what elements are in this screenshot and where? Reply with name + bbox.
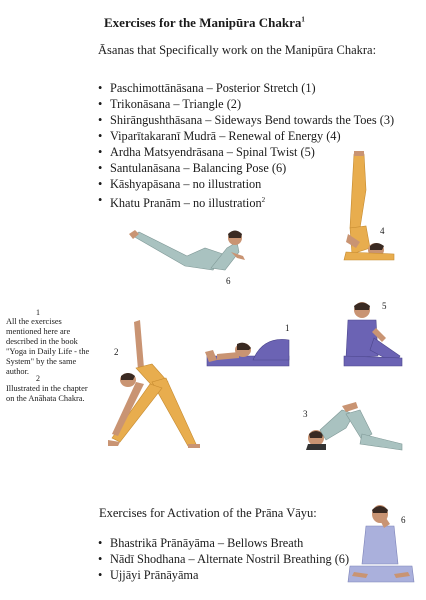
- footnote-ref: 2: [261, 196, 266, 204]
- prana-item-label: Nādī Shodhana – Alternate Nostril Breathing (6): [110, 552, 350, 566]
- asana-item-label: Viparītakaranī Mudrā – Renewal of Energy (4): [110, 129, 341, 143]
- asana-item-viparitakarani-mudra: [98, 128, 394, 144]
- asana-item-trikonasana: [98, 96, 394, 112]
- figure-santulanasana-illustration: [125, 222, 250, 282]
- asana-item-label: Paschimottānāsana – Posterior Stretch (1): [110, 81, 316, 95]
- page-title: [104, 15, 305, 31]
- figure-4-label: 4: [380, 226, 385, 236]
- figure-shirangushthasana-illustration: [302, 400, 406, 452]
- footnote-2-number: 2: [36, 374, 40, 383]
- figure-3-label: 3: [303, 409, 308, 419]
- prana-item-label: Bhastrikā Prānāyāma – Bellows Breath: [110, 536, 304, 550]
- prana-vayu-heading: Exercises for Activation of the Prāna Vāyu:: [99, 506, 317, 520]
- figure-1-label: 1: [285, 323, 290, 333]
- title-footnote-ref: 1: [301, 15, 305, 24]
- prana-item-label: Ujjāyi Prānāyāma: [110, 568, 199, 582]
- figure-viparitakarani-illustration: [330, 150, 400, 265]
- footnote-2-text: Illustrated in the chapter on the Anāhata Chakra.: [6, 384, 88, 403]
- footnote-1-number: 1: [36, 308, 40, 317]
- figure-6-bottom-label: 6: [401, 515, 406, 525]
- prana-item-ujjayi: [98, 567, 349, 583]
- prana-item-nadi-shodhana: [98, 551, 349, 567]
- prana-item-bhastrika: [98, 535, 349, 551]
- asana-item-shirangushthasana: [98, 112, 394, 128]
- prana-list: [98, 535, 349, 583]
- asana-item-label: Kāshyapāsana – no illustration: [110, 177, 262, 191]
- asana-item-label: Santulanāsana – Balancing Pose (6): [110, 161, 287, 175]
- figure-trikonasana-illustration: [106, 318, 206, 450]
- asana-item-label: Shirāngushthāsana – Sideways Bend towards the Toes (3): [110, 113, 395, 127]
- figure-5-label: 5: [382, 301, 387, 311]
- asanas-heading: Āsanas that Specifically work on the Manipūra Chakra:: [98, 43, 377, 57]
- figure-ardha-matsyendrasana-illustration: [340, 298, 406, 370]
- figure-2-label: 2: [114, 347, 119, 357]
- asana-item-paschimottanasana: [98, 80, 394, 96]
- figure-6-label: 6: [226, 276, 231, 286]
- figure-paschimottanasana-illustration: [203, 330, 293, 368]
- footnote-1-text: All the exercises mentioned here are described in the book "Yoga in Daily Life - the System" by the same author.: [6, 317, 90, 376]
- asana-item-label: Ardha Matsyendrāsana – Spinal Twist (5): [110, 145, 315, 159]
- title-text: Exercises for the Manipūra Chakra: [104, 15, 302, 30]
- asana-item-label: Khatu Pranām – no illustration: [110, 196, 262, 211]
- asana-item-label: Trikonāsana – Triangle (2): [110, 97, 242, 111]
